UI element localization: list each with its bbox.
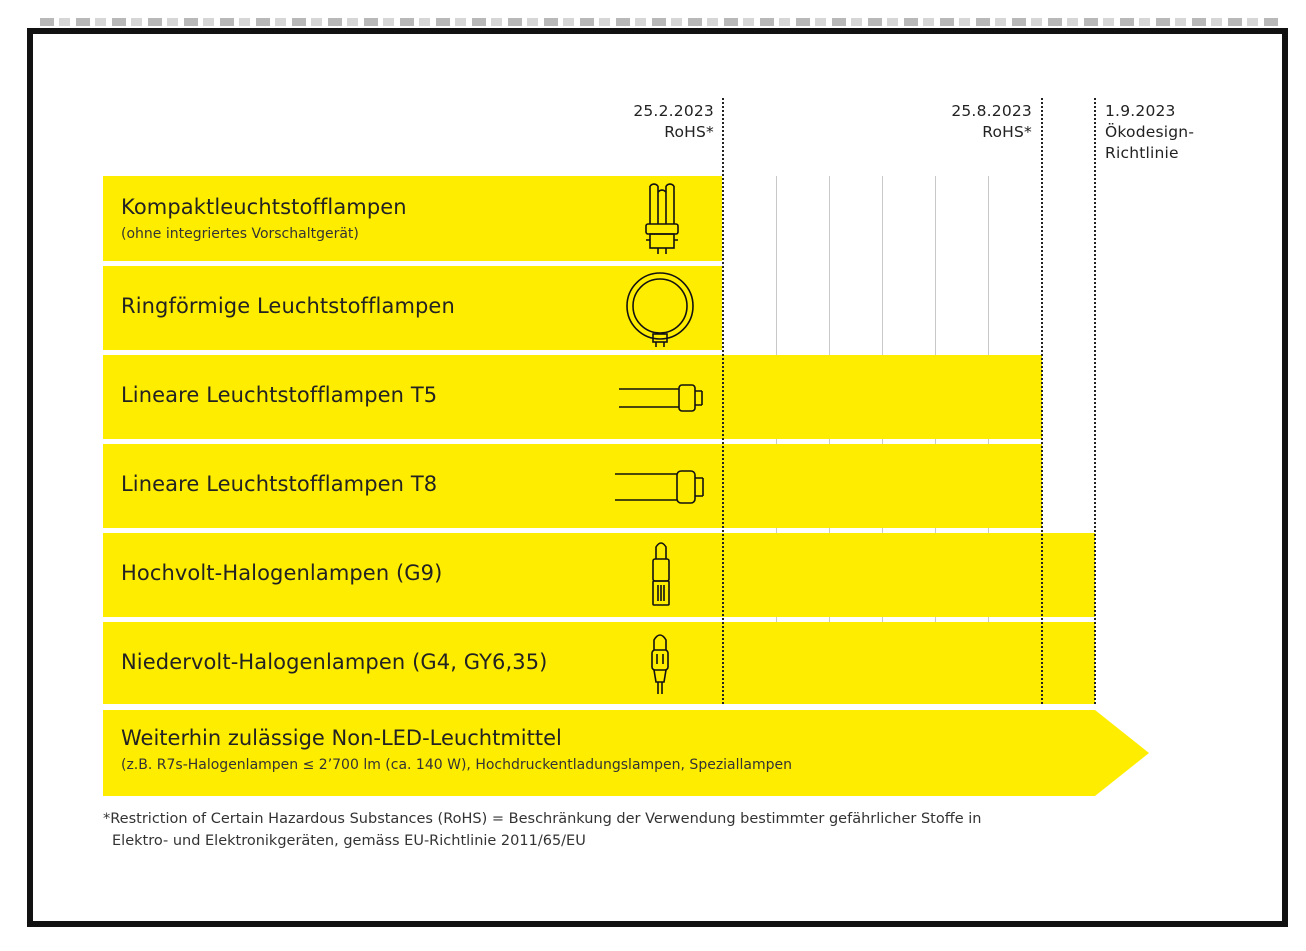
date-aug-note: RoHS* [982,123,1032,141]
continuing-subtitle: (z.B. R7s-Halogenlampen ≤ 2’700 lm (ca. 140 W), Hochdruckentladungslampen, Speziallampen [121,757,793,773]
row-subtitle: (ohne integriertes Vorschaltgerät) [121,226,359,242]
date-label-sep [1105,101,1235,164]
date-feb-note: RoHS* [664,123,714,141]
date-sep-note-1: Ökodesign- [1105,123,1195,141]
row-compact-fluorescent [103,176,722,261]
date-label-feb [600,101,714,143]
date-sep-note-2: Richtlinie [1105,144,1179,162]
row-title: Niedervolt-Halogenlampen (G4, GY6,35) [121,650,548,674]
frame-rough-edge [40,18,1280,26]
g9-halogen-lamp-icon [649,539,673,609]
compact-fluorescent-lamp-icon [641,182,685,256]
date-feb-date: 25.2.2023 [633,102,714,120]
date-label-aug [918,101,1032,143]
date-line-sep [1094,98,1096,704]
linear-tube-t5-icon [617,381,707,415]
row-continuing-allowed [103,710,1149,796]
row-g9-halogen [103,533,1095,617]
date-aug-date: 25.8.2023 [951,102,1032,120]
row-linear-t8 [103,444,1042,528]
row-title: Lineare Leuchtstofflampen T8 [121,472,438,496]
row-title: Kompaktleuchtstofflampen [121,195,407,219]
row-circular-fluorescent [103,266,722,350]
row-title: Hochvolt-Halogenlampen (G9) [121,561,443,585]
date-sep-date: 1.9.2023 [1105,102,1176,120]
continuing-title: Weiterhin zulässige Non-LED-Leuchtmittel [121,726,562,750]
footnote [103,808,1063,852]
circular-fluorescent-lamp-icon [623,270,697,348]
footnote-line-1: *Restriction of Certain Hazardous Substances (RoHS) = Beschränkung der Verwendung bestimmter gefährlicher Stoffe in [103,811,982,827]
row-title: Lineare Leuchtstofflampen T5 [121,383,438,407]
date-line-feb [722,98,724,704]
g4-halogen-lamp-icon [648,630,672,696]
linear-tube-t8-icon [613,468,709,506]
row-g4-halogen [103,622,1095,704]
arrow-shape [103,710,1149,796]
row-linear-t5 [103,355,1042,439]
row-title: Ringförmige Leuchtstofflampen [121,294,455,318]
date-line-aug [1041,98,1043,704]
footnote-line-2: Elektro- und Elektronikgeräten, gemäss EU-Richtlinie 2011/65/EU [112,833,586,849]
